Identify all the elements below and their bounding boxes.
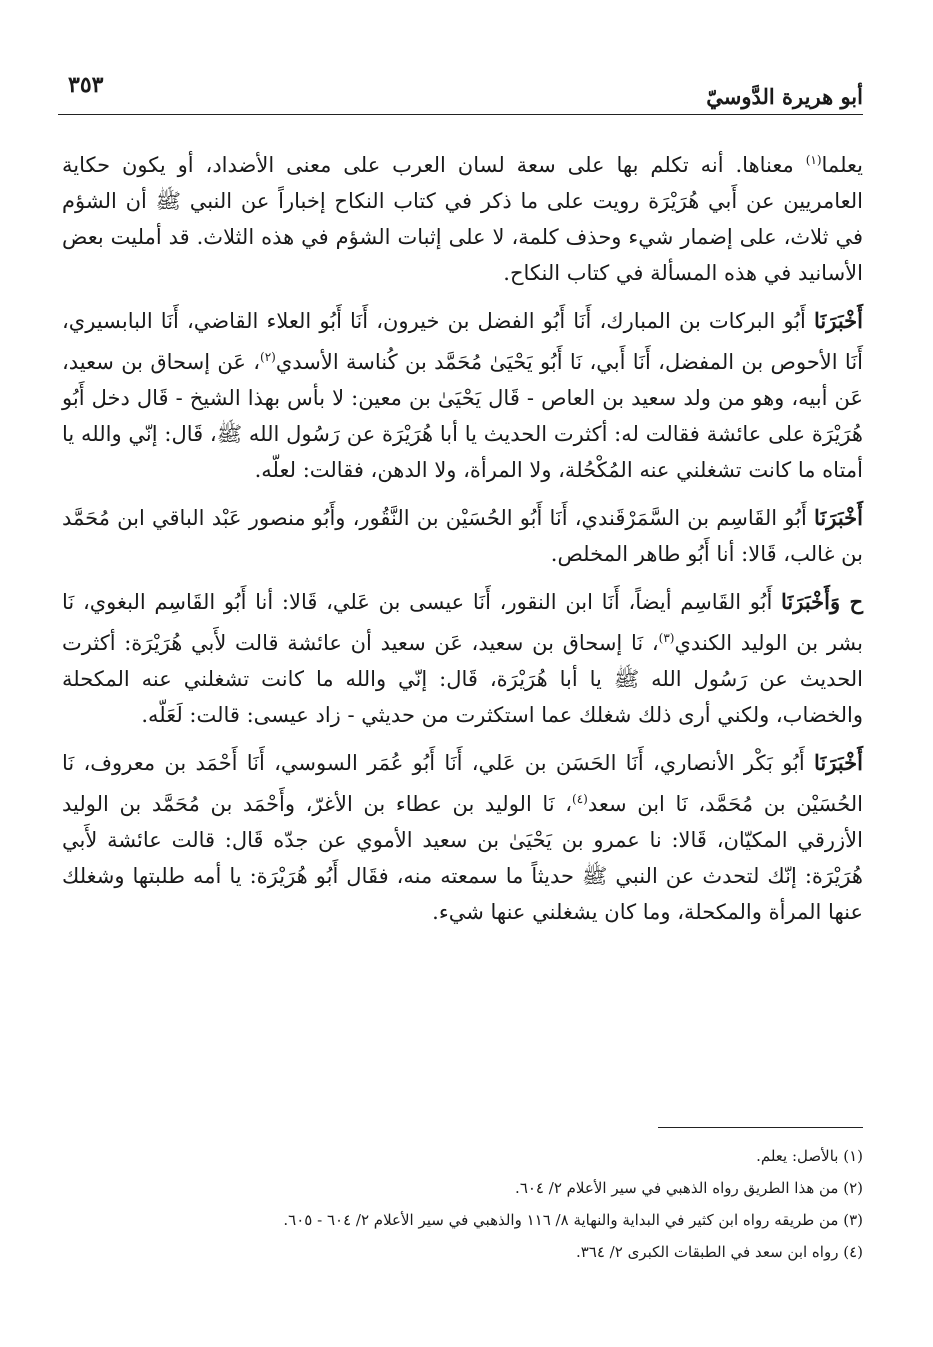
footnote-text: من طريقه رواه ابن كثير في البداية والنهاية ٨/ ١١٦ والذهبي في سير الأعلام ٢/ ٦٠٤ - ٦٠٥. xyxy=(283,1211,844,1229)
footnote-marker: (٢) xyxy=(260,350,276,364)
page-header xyxy=(58,64,863,115)
paragraph-text: ، نَا الوليد بن عطاء بن الأغرّ، وأَحْمَد بن مُحَمَّد بن الوليد الأزرقي المكيّان، قَالا: نا عمرو بن يَحْيَىٰ بن سعيد الأموي عن جدّه قَال: قالت عائشة لأَبي هُرَيْرَة: إنّك لتحدث عن النبي ﷺ حديثاً ما سمعته منه، فقَال أَبُو هُرَيْرَة: يا أمه طلبتها وشغلك عنها المرأة والمكحلة، وما كان يشغلني عنها شيء. xyxy=(62,792,863,924)
footnotes xyxy=(62,1140,863,1268)
footnote-number: (٤) xyxy=(843,1243,863,1261)
paragraph xyxy=(62,584,863,733)
paragraph xyxy=(62,142,863,291)
footnote xyxy=(62,1236,863,1268)
footnote-number: (١) xyxy=(843,1147,863,1165)
footnote-separator xyxy=(658,1127,863,1128)
isnad-lead: أَخْبَرَنَا xyxy=(814,308,863,333)
footnote-marker: (٤) xyxy=(572,792,588,806)
isnad-lead: أَخْبَرَنَا xyxy=(814,750,863,775)
paragraph-text: أَبُو القَاسِم بن السَّمَرْقَندي، أَنَا أَبُو الحُسَيْن بن النَّقُور، وأَبُو منصور عَبْد الباقي ابن مُحَمَّد بن غالب، قَالا: أنا أَبُو طاهر المخلص. xyxy=(62,506,863,566)
isnad-lead: أَخْبَرَنَا xyxy=(814,505,863,530)
paragraph-text: أَبُو القَاسِم أيضاً، أَنَا ابن النقور، أَنَا عيسى بن عَلي، قَالا: أنا أَبُو القَاسِم البغوي، نَا بشر بن الوليد الكندي xyxy=(62,590,863,655)
paragraph xyxy=(62,745,863,930)
paragraph-text: أَبُو البركات بن المبارك، أَنَا أَبُو الفضل بن خيرون، أَنَا أَبُو العلاء القاضي، أَنَا البابسيري، أَنَا الأحوص بن المفضل، أَنَا أَبي، نَا أَبُو يَحْيَىٰ مُحَمَّد بن كُناسة الأسدي xyxy=(62,309,863,374)
footnote xyxy=(62,1140,863,1172)
running-title: أبو هريرة الدَّوسيّ xyxy=(706,84,863,109)
paragraph-text: أَبُو بَكْر الأنصاري، أَنَا الحَسَن بن عَلي، أَنَا أَبُو عُمَر السوسي، أَنَا أَحْمَد بن معروف، نَا الحُسَيْن بن مُحَمَّد، نَا ابن سعد xyxy=(62,751,863,816)
footnote xyxy=(62,1204,863,1236)
paragraph xyxy=(62,500,863,572)
footnote-number: (٢) xyxy=(843,1179,863,1197)
paragraph xyxy=(62,303,863,488)
body-text xyxy=(62,142,863,942)
footnote-number: (٣) xyxy=(843,1211,863,1229)
paragraph-text: ، نَا إسحاق بن سعيد، عَن سعيد أن عائشة قالت لأَبي هُرَيْرَة: أكثرت الحديث عن رَسُول الله ﷺ يا أبا هُرَيْرَة، قَال: إنّي والله ما كانت تشغلني عنه المكحلة والخضاب، ولكني أرى ذلك شغلك عما استكثرت من حديثي - زاد عيسى: قالت: لَعَلّه. xyxy=(62,631,863,727)
page-number: ٣٥٣ xyxy=(68,72,104,98)
footnote-marker: (٣) xyxy=(658,631,675,645)
footnote-text: من هذا الطريق رواه الذهبي في سير الأعلام ٢/ ٦٠٤. xyxy=(515,1179,844,1197)
isnad-lead: ح وَأَخْبَرَنَا xyxy=(780,589,863,614)
paragraph-text: معناها. أنه تكلم بها على سعة لسان العرب على معنى الأضداد، أو يكون حكاية العامريين عن أَبي هُرَيْرَة رويت على ما ذكر في كتاب النكاح إخباراً عن النبي ﷺ أن الشؤم في ثلاث، على إضمار شيء وحذف كلمة، لا على إثبات الشؤم في هذه الثلاث. قد أمليت بعض الأسانيد في هذه المسألة في كتاب النكاح. xyxy=(62,153,863,285)
paragraph-text: ، عَن إسحاق بن سعيد، عَن أبيه، وهو من ولد سعيد بن العاص - قَال يَحْيَىٰ بن معين: لا بأس بهذا الشيخ - قَال دخل أَبُو هُرَيْرَة على عائشة فقالت له: أكثرت الحديث يا أبا هُرَيْرَة عن رَسُول الله ﷺ، قَال: إنّي والله يا أمتاه ما كانت تشغلني عنه المُكْحُلة، ولا المرأة، ولا الدهن، فقالت: لعلّه. xyxy=(62,350,863,482)
footnote-text: رواه ابن سعد في الطبقات الكبرى ٢/ ٣٦٤. xyxy=(575,1243,844,1261)
paragraph-text: يعلما xyxy=(821,153,863,177)
footnote-marker: (١) xyxy=(805,153,822,167)
footnote-text: بالأصل: يعلم. xyxy=(756,1147,844,1165)
footnote xyxy=(62,1172,863,1204)
